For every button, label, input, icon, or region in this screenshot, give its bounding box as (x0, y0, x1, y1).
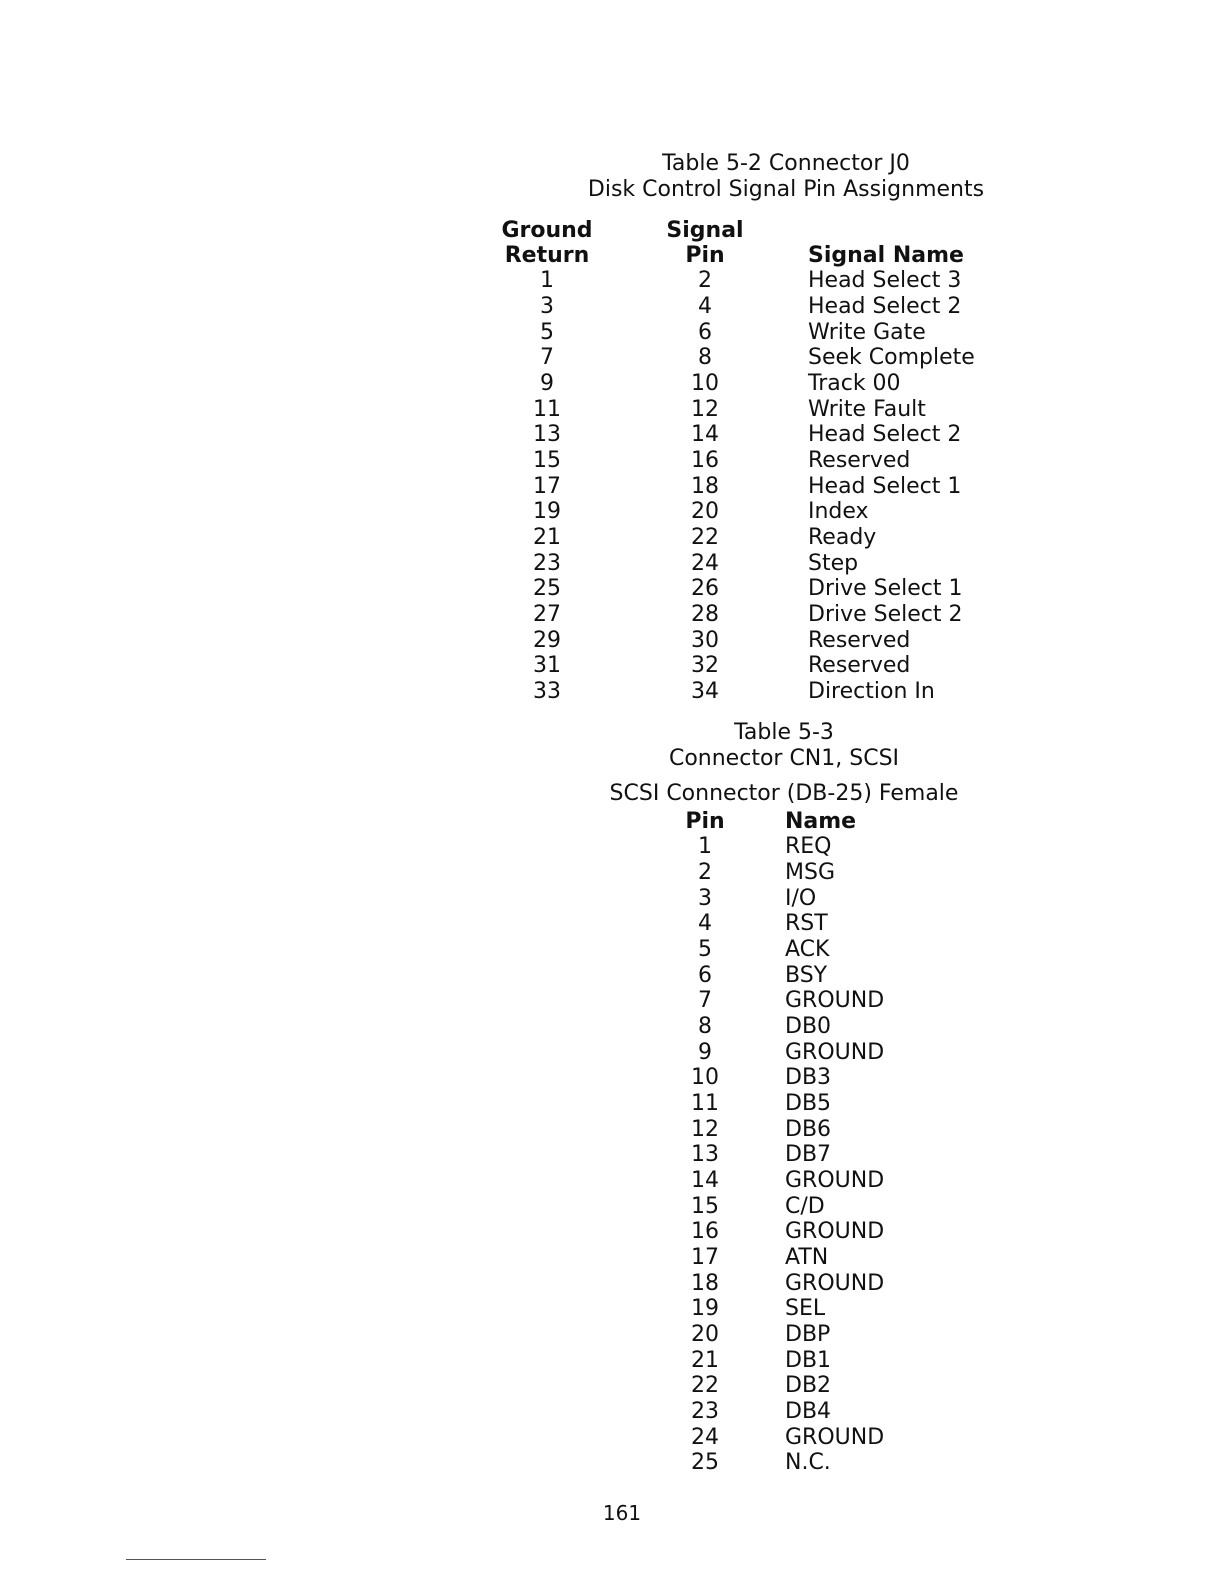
table-5-3-subtitle: Connector CN1, SCSI (668, 746, 900, 771)
pin-cell: 6 (698, 963, 712, 988)
signal-pin-cell: 22 (691, 525, 719, 550)
table-row (0, 1399, 1224, 1425)
signal-name-cell: Direction In (808, 679, 935, 704)
name-cell: GROUND (785, 1219, 885, 1244)
ground-return-cell: 15 (533, 448, 561, 473)
table-row (0, 1348, 1224, 1374)
signal-name-cell: Reserved (808, 628, 911, 653)
header-signal-pin-line1: Signal (666, 218, 744, 243)
name-cell: DB4 (785, 1399, 832, 1424)
ground-return-cell: 3 (540, 294, 554, 319)
ground-return-cell: 17 (533, 474, 561, 499)
signal-name-cell: Seek Complete (808, 345, 975, 370)
signal-name-cell: Head Select 2 (808, 422, 962, 447)
signal-name-cell: Ready (808, 525, 877, 550)
pin-cell: 14 (691, 1168, 719, 1193)
signal-name-cell: Index (808, 499, 869, 524)
table-5-2-title: Table 5-2 Connector J0 (662, 151, 910, 176)
table-row (0, 602, 1224, 628)
table-row (0, 397, 1224, 423)
signal-pin-cell: 14 (691, 422, 719, 447)
name-cell: ACK (785, 937, 830, 962)
ground-return-cell: 7 (540, 345, 554, 370)
pin-cell: 3 (698, 886, 712, 911)
table-row (0, 1194, 1224, 1220)
name-cell: ATN (785, 1245, 829, 1270)
table-row (0, 988, 1224, 1014)
pin-cell: 24 (691, 1425, 719, 1450)
ground-return-cell: 31 (533, 653, 561, 678)
pin-cell: 25 (691, 1450, 719, 1475)
table-row (0, 1322, 1224, 1348)
pin-cell: 10 (691, 1065, 719, 1090)
pin-cell: 12 (691, 1117, 719, 1142)
name-cell: GROUND (785, 1040, 885, 1065)
signal-pin-cell: 34 (691, 679, 719, 704)
pin-cell: 2 (698, 860, 712, 885)
pin-cell: 4 (698, 911, 712, 936)
name-cell: SEL (785, 1296, 826, 1321)
table-row (0, 320, 1224, 346)
signal-pin-cell: 16 (691, 448, 719, 473)
ground-return-cell: 13 (533, 422, 561, 447)
signal-name-cell: Drive Select 1 (808, 576, 963, 601)
ground-return-cell: 11 (533, 397, 561, 422)
name-cell: DB1 (785, 1348, 832, 1373)
pin-cell: 22 (691, 1373, 719, 1398)
signal-pin-cell: 12 (691, 397, 719, 422)
pin-cell: 23 (691, 1399, 719, 1424)
name-cell: DB7 (785, 1142, 832, 1167)
header-pin: Pin (685, 809, 725, 834)
table-5-2-subtitle: Disk Control Signal Pin Assignments (587, 177, 985, 202)
name-cell: DBP (785, 1322, 831, 1347)
signal-name-cell: Head Select 3 (808, 268, 962, 293)
table-row (0, 1117, 1224, 1143)
ground-return-cell: 27 (533, 602, 561, 627)
pin-cell: 5 (698, 937, 712, 962)
table-row (0, 1450, 1224, 1476)
name-cell: GROUND (785, 1168, 885, 1193)
signal-name-cell: Reserved (808, 653, 911, 678)
table-row (0, 1142, 1224, 1168)
table-row (0, 422, 1224, 448)
signal-pin-cell: 2 (698, 268, 712, 293)
pin-cell: 16 (691, 1219, 719, 1244)
header-ground-return-line1: Ground (501, 218, 593, 243)
signal-pin-cell: 18 (691, 474, 719, 499)
table-row (0, 628, 1224, 654)
table-row (0, 525, 1224, 551)
name-cell: DB3 (785, 1065, 832, 1090)
signal-pin-cell: 8 (698, 345, 712, 370)
pin-cell: 13 (691, 1142, 719, 1167)
name-cell: I/O (785, 886, 817, 911)
header-signal-pin-line2: Pin (685, 243, 725, 268)
ground-return-cell: 5 (540, 320, 554, 345)
signal-pin-cell: 10 (691, 371, 719, 396)
ground-return-cell: 33 (533, 679, 561, 704)
signal-pin-cell: 32 (691, 653, 719, 678)
name-cell: GROUND (785, 1425, 885, 1450)
signal-name-cell: Head Select 1 (808, 474, 962, 499)
name-cell: BSY (785, 963, 828, 988)
table-row (0, 499, 1224, 525)
signal-name-cell: Write Gate (808, 320, 926, 345)
pin-cell: 20 (691, 1322, 719, 1347)
signal-pin-cell: 6 (698, 320, 712, 345)
pin-cell: 1 (698, 834, 712, 859)
table-row (0, 448, 1224, 474)
signal-pin-cell: 28 (691, 602, 719, 627)
signal-name-cell: Step (808, 551, 859, 576)
signal-pin-cell: 4 (698, 294, 712, 319)
header-ground-return-line2: Return (504, 243, 590, 268)
signal-pin-cell: 30 (691, 628, 719, 653)
page-number: 161 (602, 1501, 642, 1525)
name-cell: REQ (785, 834, 832, 859)
table-row (0, 576, 1224, 602)
pin-cell: 21 (691, 1348, 719, 1373)
table-row (0, 937, 1224, 963)
pin-cell: 17 (691, 1245, 719, 1270)
table-row (0, 1425, 1224, 1451)
name-cell: MSG (785, 860, 835, 885)
table-5-3-title: Table 5-3 (734, 720, 834, 745)
name-cell: DB6 (785, 1117, 832, 1142)
table-row (0, 963, 1224, 989)
table-row (0, 345, 1224, 371)
signal-name-cell: Track 00 (808, 371, 901, 396)
ground-return-cell: 29 (533, 628, 561, 653)
table-row (0, 1091, 1224, 1117)
table-row (0, 1168, 1224, 1194)
ground-return-cell: 23 (533, 551, 561, 576)
header-name: Name (785, 809, 857, 834)
signal-name-cell: Drive Select 2 (808, 602, 963, 627)
table-5-3-connector-label: SCSI Connector (DB-25) Female (609, 781, 959, 806)
table-row (0, 1271, 1224, 1297)
name-cell: GROUND (785, 988, 885, 1013)
table-row (0, 268, 1224, 294)
table-row (0, 551, 1224, 577)
table-row (0, 1040, 1224, 1066)
signal-pin-cell: 24 (691, 551, 719, 576)
pin-cell: 11 (691, 1091, 719, 1116)
ground-return-cell: 19 (533, 499, 561, 524)
table-row (0, 371, 1224, 397)
ground-return-cell: 25 (533, 576, 561, 601)
table-row (0, 1245, 1224, 1271)
name-cell: N.C. (785, 1450, 831, 1475)
table-row (0, 474, 1224, 500)
table-row (0, 1219, 1224, 1245)
table-row (0, 834, 1224, 860)
header-signal-name: Signal Name (808, 243, 964, 268)
ground-return-cell: 21 (533, 525, 561, 550)
pin-cell: 9 (698, 1040, 712, 1065)
pin-cell: 18 (691, 1271, 719, 1296)
table-row (0, 1296, 1224, 1322)
signal-pin-cell: 26 (691, 576, 719, 601)
table-row (0, 1373, 1224, 1399)
signal-name-cell: Write Fault (808, 397, 926, 422)
ground-return-cell: 9 (540, 371, 554, 396)
table-row (0, 1014, 1224, 1040)
table-row (0, 653, 1224, 679)
table-row (0, 911, 1224, 937)
footer-divider (126, 1559, 266, 1560)
table-row (0, 294, 1224, 320)
name-cell: C/D (785, 1194, 825, 1219)
name-cell: DB0 (785, 1014, 832, 1039)
signal-pin-cell: 20 (691, 499, 719, 524)
signal-name-cell: Head Select 2 (808, 294, 962, 319)
table-row (0, 1065, 1224, 1091)
table-row (0, 679, 1224, 705)
name-cell: DB5 (785, 1091, 832, 1116)
ground-return-cell: 1 (540, 268, 554, 293)
table-row (0, 886, 1224, 912)
pin-cell: 8 (698, 1014, 712, 1039)
signal-name-cell: Reserved (808, 448, 911, 473)
name-cell: RST (785, 911, 828, 936)
name-cell: DB2 (785, 1373, 832, 1398)
table-row (0, 860, 1224, 886)
name-cell: GROUND (785, 1271, 885, 1296)
pin-cell: 19 (691, 1296, 719, 1321)
pin-cell: 15 (691, 1194, 719, 1219)
pin-cell: 7 (698, 988, 712, 1013)
